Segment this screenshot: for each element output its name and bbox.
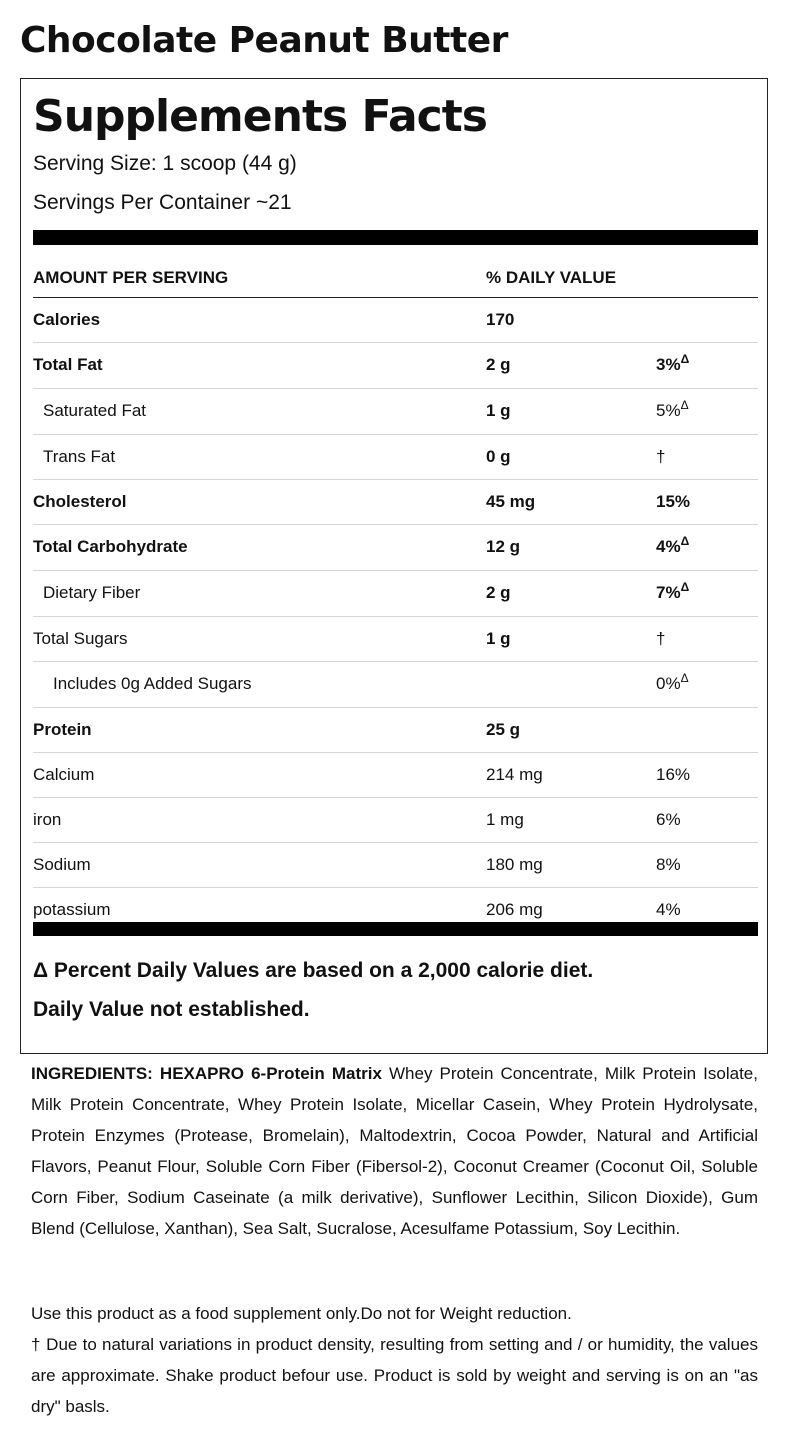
footnote-daily-values: Δ Percent Daily Values are based on a 2,000 calorie diet. [33, 959, 594, 982]
nutrient-daily-value: † [656, 629, 666, 648]
header-daily-value: % DAILY VALUE [486, 268, 617, 287]
nutrient-amount: 1 g [486, 401, 511, 420]
table-row [33, 343, 758, 389]
table-row [33, 525, 758, 571]
table-row [33, 798, 758, 843]
nutrient-daily-value: 5%$^\Delta$ [656, 398, 689, 420]
table-row [33, 480, 758, 525]
nutrient-name: Protein [33, 720, 92, 739]
nutrient-name: potassium [33, 900, 111, 919]
delta-mark: Δ [680, 580, 690, 594]
nutrient-rows [33, 298, 758, 932]
nutrient-amount: 2 g [486, 355, 511, 374]
table-row [33, 298, 758, 343]
ingredients-text: Whey Protein Concentrate, Milk Protein Isolate, Milk Protein Concentrate, Whey Protein Isolate, Micellar Casein, Whey Protein Hydrolysate, Protein Enzymes (Protease, Bromelain), Maltodextrin, Cocoa Powder, Natural and Artificial Flavors, Peanut Flour, Soluble Corn Fiber (Fibersol-2), Coconut Creamer (Coconut Oil, Soluble Corn Fiber, Sodium Caseinate (a milk derivative), Sunflower Lecithin, Silicon Dioxide), Gum Blend (Cellulose, Xanthan), Sea Salt, Sucralose, Acesulfame Potassium, Soy Lecithin. [31, 1064, 758, 1238]
nutrient-daily-value: 16% [656, 765, 691, 784]
nutrient-name: Total Fat [33, 355, 103, 374]
nutrient-name: Trans Fat [43, 447, 116, 466]
nutrient-name: Dietary Fiber [43, 583, 141, 602]
table-row [33, 843, 758, 888]
table-row [33, 571, 758, 617]
nutrient-daily-value: † [656, 447, 666, 466]
delta-mark: Δ [680, 534, 690, 548]
nutrient-name: Sodium [33, 855, 91, 874]
nutrient-name: Total Sugars [33, 629, 128, 648]
nutrient-amount: 206 mg [486, 900, 543, 919]
supplement-facts-panel [20, 78, 768, 1054]
nutrient-amount: 1 mg [486, 810, 524, 829]
thick-divider-top [33, 230, 758, 245]
nutrient-name: iron [33, 810, 62, 829]
delta-mark: Δ [680, 398, 689, 412]
nutrient-name: Calcium [33, 765, 95, 784]
nutrient-amount: 2 g [486, 583, 511, 602]
serving-size: Serving Size: 1 scoop (44 g) [33, 152, 297, 175]
nutrient-daily-value: 15% [656, 492, 691, 511]
nutrient-name: Cholesterol [33, 492, 127, 511]
footnote-not-established: Daily Value not established. [33, 998, 310, 1021]
delta-mark: Δ [680, 352, 690, 366]
table-row [33, 389, 758, 435]
nutrient-daily-value: 3%$^\Delta$ [656, 352, 690, 374]
nutrient-daily-value: 7%$^\Delta$ [656, 580, 690, 602]
nutrient-amount: 45 mg [486, 492, 536, 511]
nutrient-daily-value: 0%$^\Delta$ [656, 671, 689, 693]
nutrient-amount: 214 mg [486, 765, 543, 784]
table-row [33, 753, 758, 798]
ingredients-paragraph [31, 1058, 758, 1244]
nutrient-name: Calories [33, 310, 101, 329]
nutrient-amount: 25 g [486, 720, 521, 739]
header-amount: AMOUNT PER SERVING [33, 268, 229, 287]
product-title: Chocolate Peanut Butter [20, 20, 508, 61]
nutrient-amount: 170 [486, 310, 515, 329]
ingredients-label: INGREDIENTS: HEXAPRO 6-Protein Matrix [31, 1064, 382, 1083]
nutrient-daily-value: 4% [656, 900, 681, 919]
dagger-disclaimer: † Due to natural variations in product density, resulting from setting and / or humidity, the values are approximate. Shake product befour use. Product is sold by weight and serving is on an "as dry" basls. [31, 1335, 758, 1416]
table-row [33, 617, 758, 662]
nutrient-amount: 0 g [486, 447, 511, 466]
table-row [33, 662, 758, 708]
thick-divider-bottom [33, 922, 758, 936]
nutrient-daily-value: 4%$^\Delta$ [656, 534, 690, 556]
table-header [33, 265, 758, 298]
servings-per-container: Servings Per Container ~21 [33, 191, 292, 214]
usage-note: Use this product as a food supplement only.Do not for Weight reduction. [31, 1304, 572, 1323]
nutrient-amount: 1 g [486, 629, 511, 648]
delta-mark: Δ [680, 671, 689, 685]
nutrient-daily-value: 6% [656, 810, 681, 829]
facts-title: Supplements Facts [33, 91, 487, 142]
nutrient-name: Includes 0g Added Sugars [53, 674, 252, 693]
nutrient-name: Total Carbohydrate [33, 537, 188, 556]
table-row [33, 708, 758, 753]
nutrient-amount: 180 mg [486, 855, 543, 874]
nutrient-daily-value: 8% [656, 855, 681, 874]
nutrient-name: Saturated Fat [43, 401, 147, 420]
nutrient-amount: 12 g [486, 537, 521, 556]
table-row [33, 435, 758, 480]
